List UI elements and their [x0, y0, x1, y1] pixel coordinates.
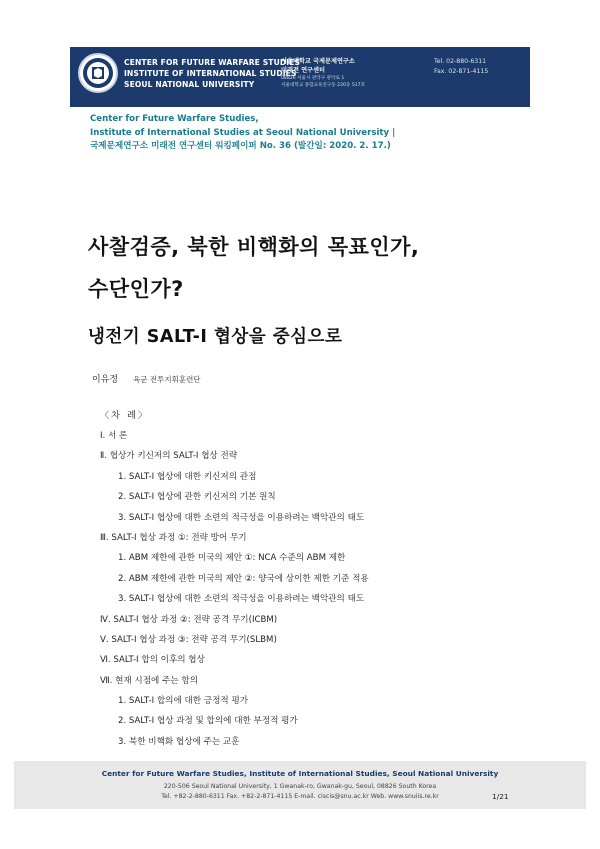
toc-item: 1. SALT-Ⅰ 합의에 대한 긍정적 평가 [118, 696, 249, 707]
title-line: 수단인가? [88, 277, 184, 301]
author-name: 이유정 [92, 375, 119, 385]
toc-item: Ⅲ. SALT-Ⅰ 협상 과정 ①: 전략 방어 무기 [100, 532, 247, 543]
toc-item: Ⅱ. 협상가 키신저의 SALT-Ⅰ 협상 전략 [100, 451, 238, 462]
paper-title [88, 226, 419, 310]
series-line: Institute of International Studies at Seoul National University | [90, 127, 396, 138]
header-ko-title: 서울대학교 국제문제연구소 [281, 58, 355, 65]
table-of-contents [100, 407, 369, 752]
header-korean-block [281, 57, 365, 89]
toc-list [100, 426, 369, 752]
toc-item: 3. SALT-Ⅰ 협상에 대한 소련의 적극성을 이용하려는 백악관의 태도 [118, 594, 365, 605]
toc-item: 1. SALT-Ⅰ 협상에 대한 키신저의 관점 [118, 471, 257, 482]
header-ko-address: 08826 서울시 관악구 관악로 1 [281, 76, 345, 81]
header-contact [434, 57, 488, 77]
header-en-line: CENTER FOR FUTURE WARFARE STUDIES [124, 58, 301, 67]
toc-item: 2. SALT-Ⅰ 협상에 관한 키신저의 기본 원칙 [118, 492, 276, 503]
toc-item: 3. 북한 비핵화 협상에 주는 교훈 [118, 736, 240, 747]
toc-item: Ⅴ. SALT-Ⅰ 협상 과정 ③: 전략 공격 무기(SLBM) [100, 634, 277, 645]
toc-item: Ⅳ. SALT-Ⅰ 협상 과정 ②: 전략 공격 무기(ICBM) [100, 614, 278, 625]
footer-contact: Tel. +82-2-880-6311 Fax. +82-2-871-4115 E-mail. ciscis@snu.ac.kr Web. www.snuiis.re.kr [161, 793, 439, 800]
series-line: 국제문제연구소 미래전 연구센터 워킹페이퍼 No. 36 (발간일: 2020. 2. 17.) [90, 141, 391, 152]
toc-item: 2. SALT-Ⅰ 협상 과정 및 합의에 대한 부정적 평가 [118, 716, 298, 727]
toc-item: 2. ABM 제한에 관한 미국의 제안 ②: 양국에 상이한 제한 기준 적용 [118, 573, 369, 584]
toc-item: Ⅶ. 현재 시점에 주는 함의 [100, 675, 198, 686]
toc-item: 3. SALT-Ⅰ 협상에 대한 소련의 적극성을 이용하려는 백악관의 태도 [118, 512, 365, 523]
series-line: Center for Future Warfare Studies, [90, 114, 259, 124]
header-tel: Tel. 02-880-6311 [434, 58, 487, 65]
footer-title: Center for Future Warfare Studies, Institute of International Studies, Seoul National University [101, 769, 499, 778]
header-ko-subtitle: 미래전 연구센터 [281, 67, 325, 74]
toc-item: Ⅵ. SALT-Ⅰ 합의 이후의 협상 [100, 655, 205, 666]
university-emblem-icon [78, 53, 118, 93]
author-line [92, 372, 201, 385]
title-line: 사찰검증, 북한 비핵화의 목표인가, [88, 235, 420, 259]
paper-subtitle: 냉전기 SALT-I 협상을 중심으로 [88, 327, 343, 347]
toc-item: Ⅰ. 서 론 [100, 431, 128, 441]
header-english-names [124, 57, 300, 90]
working-paper-series-info [90, 113, 395, 154]
page-number: 1/21 [492, 792, 509, 801]
toc-heading: 〈차 례〉 [100, 410, 150, 421]
toc-item: 1. ABM 제한에 관한 미국의 제안 ①: NCA 수준의 ABM 제한 [118, 553, 346, 564]
header-ko-address: 서울대학교 종합교육연구동 220동 517호 [281, 83, 366, 88]
header-en-line: INSTITUTE OF INTERNATIONAL STUDIES [124, 69, 297, 78]
header-en-line: SEOUL NATIONAL UNIVERSITY [124, 80, 255, 89]
footer-address: 220-506 Seoul National University, 1 Gwanak-ro, Gwanak-gu, Seoul, 08826 South Korea [163, 783, 437, 790]
header-fax: Fax. 02-871-4115 [434, 68, 489, 75]
author-affiliation: 육군 전투지휘훈련단 [132, 375, 201, 384]
